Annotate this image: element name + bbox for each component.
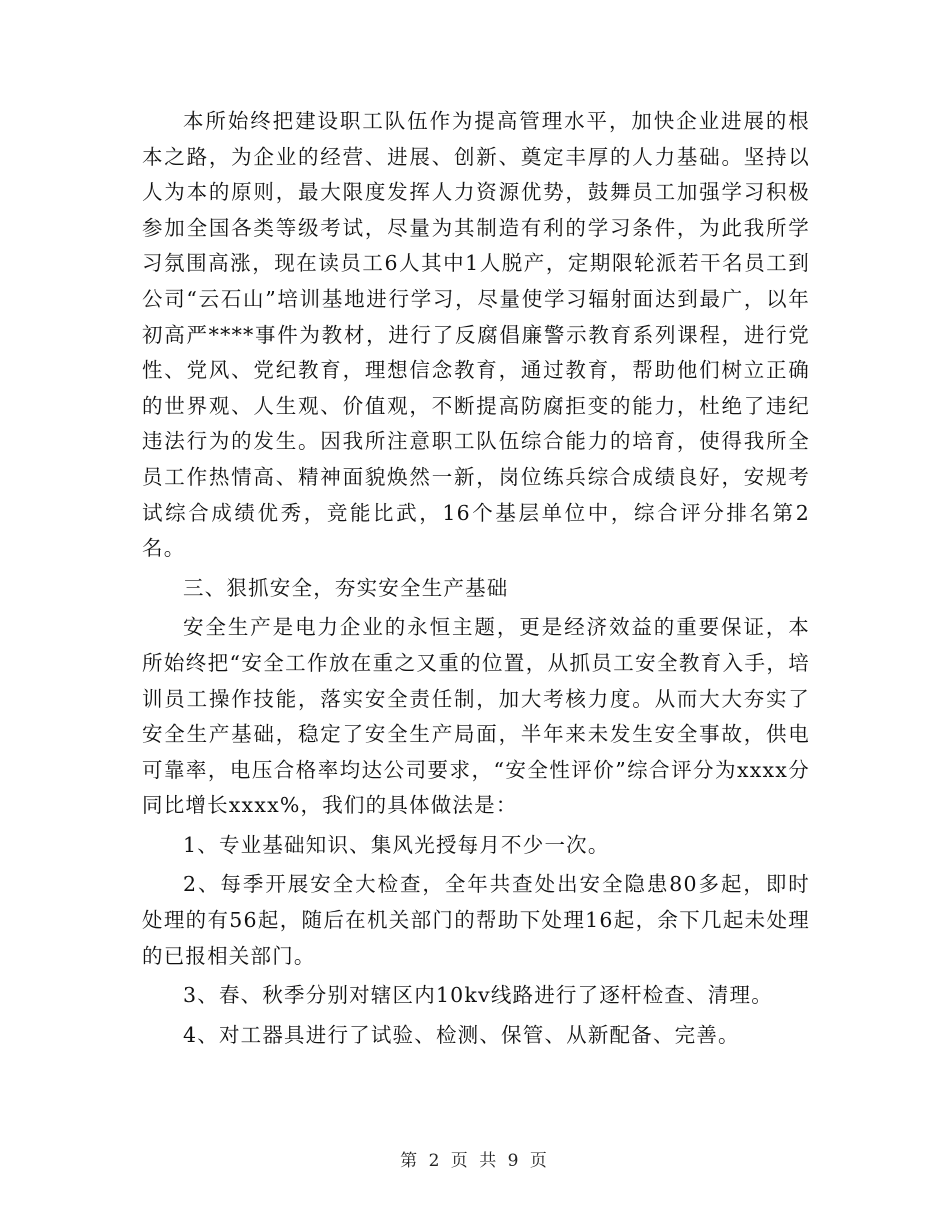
paragraph-safety-production: 安全生产是电力企业的永恒主题，更是经济效益的重要保证，本所始终把“安全工作放在重之又重的位置，从抓员工安全教育入手，培训员工操作技能，落实安全责任制，加大考核力度。从而大大夯实了安全生产基础，稳定了安全生产局面，半年来未发生安全事故，供电可靠率，电压合格率均达公司要求，“安全性评价”综合评分为xxxx分同比增长xxxx%，我们的具体做法是： [142,615,810,818]
list-item-4: 4、对工器具进行了试验、检测、保管、从新配备、完善。 [183,1022,740,1047]
section-heading-safety: 三、狠抓安全，夯实安全生产基础 [183,575,509,600]
list-item-2: 2、每季开展安全大检查，全年共查处出安全隐患80多起，即时处理的有56起，随后在机关部门的帮助下处理16起，余下几起未处理的已报相关部门。 [142,872,810,968]
paragraph-staff-building: 本所始终把建设职工队伍作为提高管理水平，加快企业进展的根本之路，为企业的经营、进展、创新、奠定丰厚的人力基础。坚持以人为本的原则，最大限度发挥人力资源优势，鼓舞员工加强学习积极参加全国各类等级考试，尽量为其制造有利的学习条件，为此我所学习氛围高涨，现在读员工6人其中1人脱产，定期限轮派若干名员工到公司“云石山”培训基地进行学习，尽量使学习辐射面达到最广，以年初高严****事件为教材，进行了反腐倡廉警示教育系列课程，进行党性、党风、党纪教育，理想信念教育，通过教育，帮助他们树立正确的世界观、人生观、价值观，不断提高防腐拒变的能力，杜绝了违纪违法行为的发生。因我所注意职工队伍综合能力的培育，使得我所全员工作热情高、精神面貌焕然一新，岗位练兵综合成绩良好，安规考试综合成绩优秀，竞能比武，16个基层单位中，综合评分排名第2名。 [142,109,810,561]
list-item-1: 1、专业基础知识、集风光授每月不少一次。 [183,832,610,857]
list-item-3: 3、春、秋季分别对辖区内10kv线路进行了逐杆检查、清理。 [183,983,773,1008]
page-number-footer: 第 2 页 共 9 页 [400,1151,550,1171]
document-body [142,104,810,1053]
